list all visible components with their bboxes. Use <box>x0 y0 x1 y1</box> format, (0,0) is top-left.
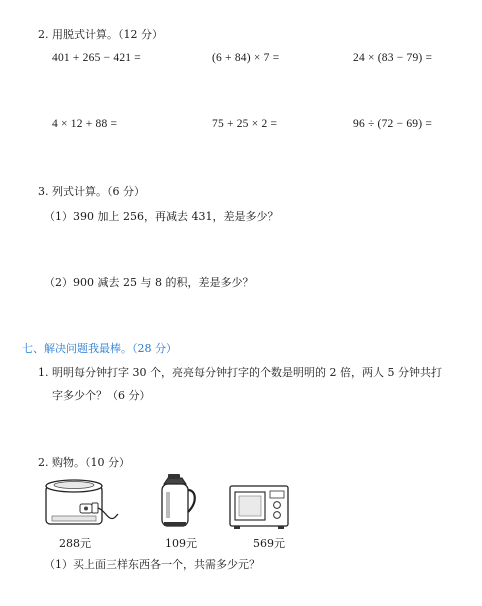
expression-1: 401 + 265 − 421 = <box>52 52 141 64</box>
word-problem-1-line2: 字多少个？（6 分） <box>52 389 151 402</box>
kettle-image <box>156 472 200 530</box>
word-problem-1-line1: 1. 明明每分钟打字 30 个，亮亮每分钟打字的个数是明明的 2 倍，两人 5 分钟共打 <box>38 366 442 379</box>
q2-title: 2. 用脱式计算。（12 分） <box>38 28 163 41</box>
rice-cooker-image <box>44 476 122 528</box>
q3-sub2: （2）900 减去 25 与 8 的积，差是多少？ <box>44 276 254 289</box>
expression-2: (6 + 84) × 7 = <box>212 52 280 64</box>
q3-title: 3. 列式计算。（6 分） <box>38 185 145 198</box>
expression-4: 4 × 12 + 88 = <box>52 118 118 130</box>
shopping-sub1: （1）买上面三样东西各一个，共需多少元？ <box>44 558 260 571</box>
microwave-price: 569元 <box>253 537 285 550</box>
q3-sub1: （1）390 加上 256，再减去 431，差是多少？ <box>44 210 279 223</box>
expression-6: 96 ÷ (72 − 69) = <box>353 118 433 130</box>
rice-cooker-price: 288元 <box>59 537 91 550</box>
shopping-title: 2. 购物。（10 分） <box>38 456 130 469</box>
expression-3: 24 × (83 − 79) = <box>353 52 433 64</box>
kettle-price: 109元 <box>165 537 197 550</box>
microwave-image <box>228 484 292 530</box>
section-7-heading: 七、解决问题我最棒。（28 分） <box>22 342 177 355</box>
expression-5: 75 + 25 × 2 = <box>212 118 278 130</box>
